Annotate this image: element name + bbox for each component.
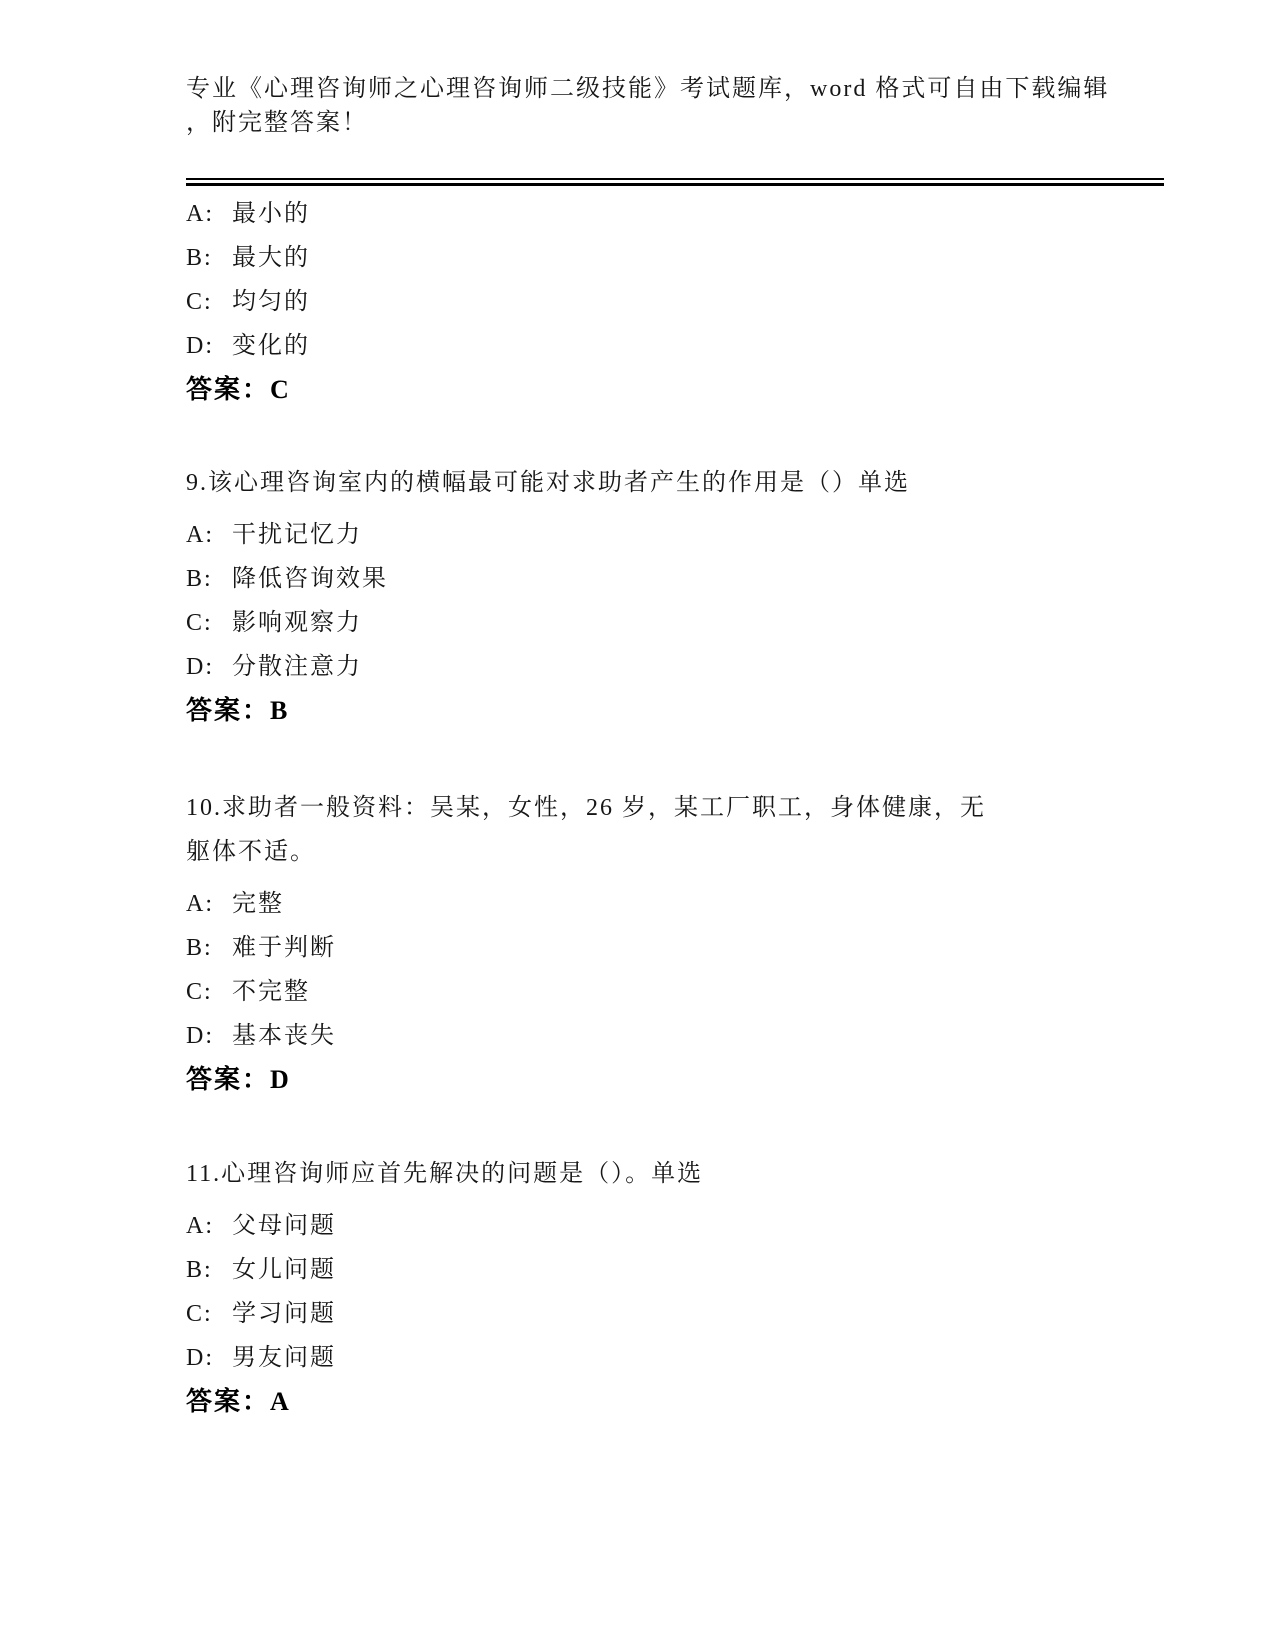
option-text: 男友问题 <box>232 1345 336 1371</box>
option-row <box>186 324 1164 368</box>
option-label: D: <box>186 654 214 680</box>
option-text: 难于判断 <box>232 935 336 961</box>
document-header <box>186 72 1164 140</box>
option-text: 不完整 <box>232 979 310 1005</box>
question-title-line: 10.求助者一般资料：吴某，女性，26 岁，某工厂职工，身体健康，无 <box>186 795 986 821</box>
option-row <box>186 601 1164 645</box>
option-text: 最小的 <box>232 201 310 227</box>
option-label: D: <box>186 333 214 359</box>
answer-row <box>186 1380 1164 1424</box>
question-block-9 <box>186 461 1164 733</box>
option-label: A: <box>186 891 214 917</box>
option-row <box>186 1014 1164 1058</box>
header-line-1: 专业《心理咨询师之心理咨询师二级技能》考试题库，word 格式可自由下载编辑 <box>186 76 1110 102</box>
option-label: A: <box>186 201 214 227</box>
option-row <box>186 882 1164 926</box>
question-title-line: 躯体不适。 <box>186 839 316 865</box>
option-text: 影响观察力 <box>232 610 362 636</box>
option-row <box>186 926 1164 970</box>
option-label: C: <box>186 289 213 315</box>
option-text: 父母问题 <box>232 1213 336 1239</box>
answer-row <box>186 368 1164 412</box>
option-label: A: <box>186 522 214 548</box>
header-line-2: ，附完整答案！ <box>186 110 368 136</box>
option-row <box>186 513 1164 557</box>
option-row <box>186 1292 1164 1336</box>
question-title <box>186 786 1164 874</box>
option-row <box>186 557 1164 601</box>
option-label: C: <box>186 979 213 1005</box>
answer-row <box>186 689 1164 733</box>
option-label: A: <box>186 1213 214 1239</box>
question-title: 9.该心理咨询室内的横幅最可能对求助者产生的作用是（）单选 <box>186 470 910 496</box>
option-text: 变化的 <box>232 333 310 359</box>
option-label: D: <box>186 1023 214 1049</box>
option-row <box>186 280 1164 324</box>
option-text: 最大的 <box>232 245 310 271</box>
answer-value: A <box>270 1387 291 1416</box>
option-row <box>186 1336 1164 1380</box>
answer-row <box>186 1058 1164 1102</box>
option-label: C: <box>186 1301 213 1327</box>
question-block-11 <box>186 1152 1164 1424</box>
question-title: 11.心理咨询师应首先解决的问题是（）。单选 <box>186 1161 704 1187</box>
option-row <box>186 645 1164 689</box>
option-text: 完整 <box>232 891 284 917</box>
double-rule-divider <box>186 178 1164 186</box>
answer-value: D <box>270 1065 291 1094</box>
option-text: 女儿问题 <box>232 1257 336 1283</box>
answer-value: B <box>270 696 290 725</box>
option-label: B: <box>186 935 213 961</box>
option-row <box>186 192 1164 236</box>
question-block-10 <box>186 786 1164 1102</box>
option-text: 基本丧失 <box>232 1023 336 1049</box>
answer-value: C <box>270 375 291 404</box>
option-row <box>186 970 1164 1014</box>
option-label: B: <box>186 566 213 592</box>
option-label: D: <box>186 1345 214 1371</box>
option-text: 降低咨询效果 <box>232 566 388 592</box>
answer-label: 答案： <box>186 696 271 725</box>
option-label: B: <box>186 1257 213 1283</box>
option-row <box>186 236 1164 280</box>
question-block-partial <box>186 192 1164 412</box>
option-text: 均匀的 <box>232 289 310 315</box>
option-text: 学习问题 <box>232 1301 336 1327</box>
option-text: 干扰记忆力 <box>232 522 362 548</box>
option-text: 分散注意力 <box>232 654 362 680</box>
option-label: B: <box>186 245 213 271</box>
answer-label: 答案： <box>186 1387 271 1416</box>
answer-label: 答案： <box>186 1065 271 1094</box>
document-page <box>186 0 1164 1424</box>
option-row <box>186 1204 1164 1248</box>
answer-label: 答案： <box>186 375 271 404</box>
option-row <box>186 1248 1164 1292</box>
option-label: C: <box>186 610 213 636</box>
